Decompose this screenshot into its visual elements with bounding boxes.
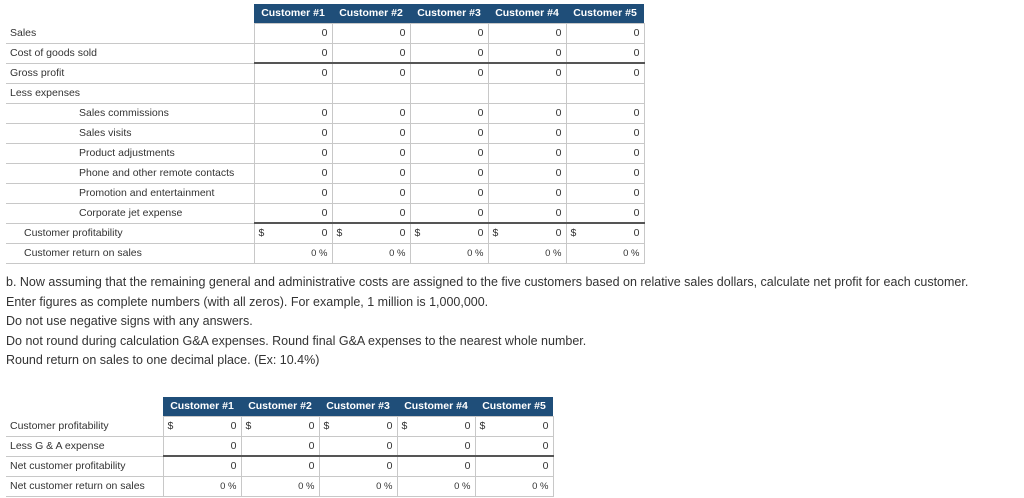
column-header: Customer #3: [319, 397, 397, 416]
row-label-less-ga-expense: Less G & A expense: [6, 436, 163, 456]
cogs-input[interactable]: 0: [566, 43, 644, 63]
ga-expense-input[interactable]: 0: [241, 436, 319, 456]
return-on-sales-input[interactable]: 0 %: [488, 243, 566, 263]
instruction-text: Round return on sales to one decimal place. (Ex: 10.4%): [6, 353, 320, 367]
instruction-text: Enter figures as complete numbers (with all zeros). For example, 1 million is 1,000,000.: [6, 294, 489, 309]
sales-commissions-input[interactable]: 0: [332, 103, 410, 123]
cogs-input[interactable]: 0: [254, 43, 332, 63]
sales-input[interactable]: 0: [254, 23, 332, 43]
table-row: [6, 183, 644, 203]
net-profitability-input[interactable]: 0: [475, 456, 553, 476]
column-header: Customer #4: [397, 397, 475, 416]
table-row: [6, 163, 644, 183]
ga-expense-input[interactable]: 0: [475, 436, 553, 456]
promotion-input[interactable]: 0: [566, 183, 644, 203]
currency-symbol: $: [414, 227, 421, 240]
row-label-return-on-sales: Customer return on sales: [6, 243, 254, 263]
column-header: Customer #4: [488, 4, 566, 23]
currency-symbol: $: [323, 420, 330, 432]
currency-symbol: $: [492, 227, 499, 240]
ga-expense-input[interactable]: 0: [319, 436, 397, 456]
table-row: [6, 43, 644, 63]
currency-symbol: $: [167, 420, 174, 432]
instruction-text: Do not round during calculation G&A expenses. Round final G&A expenses to the nearest whole number.: [6, 333, 587, 348]
row-label-corporate-jet: Corporate jet expense: [6, 203, 254, 223]
cogs-input[interactable]: 0: [488, 43, 566, 63]
product-adjustments-input[interactable]: 0: [566, 143, 644, 163]
gross-profit-input[interactable]: 0: [410, 63, 488, 83]
gross-profit-input[interactable]: 0: [566, 63, 644, 83]
sales-input[interactable]: 0: [410, 23, 488, 43]
row-label-sales-commissions: Sales commissions: [6, 103, 254, 123]
row-label-sales-visits: Sales visits: [6, 123, 254, 143]
promotion-input[interactable]: 0: [254, 183, 332, 203]
row-label-customer-profitability: Customer profitability: [6, 223, 254, 243]
table-row: [6, 476, 553, 496]
sales-input[interactable]: 0: [566, 23, 644, 43]
sales-commissions-input[interactable]: 0: [566, 103, 644, 123]
empty-cell: [566, 83, 644, 103]
customer-profitability-input[interactable]: $ 0: [566, 223, 644, 243]
currency-symbol: $: [479, 420, 486, 432]
phone-contacts-input[interactable]: 0: [254, 163, 332, 183]
row-label-net-return-on-sales: Net customer return on sales: [6, 476, 163, 496]
empty-cell: [332, 83, 410, 103]
row-label-phone-contacts: Phone and other remote contacts: [6, 163, 254, 183]
return-on-sales-input[interactable]: 0 %: [332, 243, 410, 263]
sales-input[interactable]: 0: [488, 23, 566, 43]
product-adjustments-input[interactable]: 0: [332, 143, 410, 163]
net-return-on-sales-input[interactable]: 0 %: [475, 476, 553, 496]
net-return-on-sales-input[interactable]: 0 %: [163, 476, 241, 496]
ga-expense-input[interactable]: 0: [397, 436, 475, 456]
cogs-input[interactable]: 0: [410, 43, 488, 63]
table-row: [6, 103, 644, 123]
net-return-on-sales-input[interactable]: 0 %: [319, 476, 397, 496]
currency-symbol: $: [336, 227, 343, 240]
empty-cell: [410, 83, 488, 103]
customer-profitability-table: [6, 4, 645, 264]
row-label-net-customer-profitability: Net customer profitability: [6, 456, 163, 476]
column-header: Customer #1: [163, 397, 241, 416]
table-row: [6, 83, 644, 103]
sales-commissions-input[interactable]: 0: [488, 103, 566, 123]
phone-contacts-input[interactable]: 0: [410, 163, 488, 183]
table-row: [6, 143, 644, 163]
row-label-less-expenses: Less expenses: [6, 83, 254, 103]
table-header-row: [6, 397, 553, 416]
corporate-jet-input[interactable]: 0: [332, 203, 410, 223]
row-label-customer-profitability: Customer profitability: [6, 416, 163, 436]
row-label-gross-profit: Gross profit: [6, 63, 254, 83]
row-label-sales: Sales: [6, 23, 254, 43]
corporate-jet-input[interactable]: 0: [488, 203, 566, 223]
net-profitability-input[interactable]: 0: [241, 456, 319, 476]
sales-input[interactable]: 0: [332, 23, 410, 43]
customer-profitability-input[interactable]: $ 0: [241, 416, 319, 436]
column-header: Customer #5: [475, 397, 553, 416]
net-return-on-sales-input[interactable]: 0 %: [241, 476, 319, 496]
product-adjustments-input[interactable]: 0: [488, 143, 566, 163]
product-adjustments-input[interactable]: 0: [410, 143, 488, 163]
customer-profitability-input[interactable]: $ 0: [475, 416, 553, 436]
currency-symbol: $: [245, 420, 252, 432]
instruction-text: b. Now assuming that the remaining general and administrative costs are assigned to the five customers based on relative sales dollars, calculate net profit for each customer.: [6, 275, 969, 289]
gross-profit-input[interactable]: 0: [254, 63, 332, 83]
currency-symbol: $: [401, 420, 408, 432]
table-row: [6, 223, 644, 243]
column-header: Customer #1: [254, 4, 332, 23]
corporate-jet-input[interactable]: 0: [254, 203, 332, 223]
table-row: [6, 243, 644, 263]
corporate-jet-input[interactable]: 0: [410, 203, 488, 223]
return-on-sales-input[interactable]: 0 %: [410, 243, 488, 263]
table-row: [6, 23, 644, 43]
return-on-sales-input[interactable]: 0 %: [566, 243, 644, 263]
instructions-block: [6, 273, 1021, 371]
row-label-product-adjustments: Product adjustments: [6, 143, 254, 163]
sales-commissions-input[interactable]: 0: [254, 103, 332, 123]
customer-profitability-input[interactable]: $ 0: [332, 223, 410, 243]
phone-contacts-input[interactable]: 0: [566, 163, 644, 183]
gross-profit-input[interactable]: 0: [332, 63, 410, 83]
table-row: [6, 63, 644, 83]
currency-symbol: $: [570, 227, 577, 240]
net-profitability-input[interactable]: 0: [397, 456, 475, 476]
column-header: Customer #2: [332, 4, 410, 23]
customer-profitability-input[interactable]: $ 0: [254, 223, 332, 243]
phone-contacts-input[interactable]: 0: [488, 163, 566, 183]
row-label-cogs: Cost of goods sold: [6, 43, 254, 63]
column-header: Customer #2: [241, 397, 319, 416]
instruction-text: Do not use negative signs with any answers.: [6, 314, 253, 328]
net-return-on-sales-input[interactable]: 0 %: [397, 476, 475, 496]
sales-commissions-input[interactable]: 0: [410, 103, 488, 123]
net-profit-table: [6, 397, 554, 497]
promotion-input[interactable]: 0: [410, 183, 488, 203]
table-row: [6, 456, 553, 476]
sales-visits-input[interactable]: 0: [410, 123, 488, 143]
customer-profitability-input[interactable]: $ 0: [410, 223, 488, 243]
sales-visits-input[interactable]: 0: [254, 123, 332, 143]
empty-cell: [254, 83, 332, 103]
column-header: Customer #3: [410, 4, 488, 23]
sales-visits-input[interactable]: 0: [332, 123, 410, 143]
corporate-jet-input[interactable]: 0: [566, 203, 644, 223]
cogs-input[interactable]: 0: [332, 43, 410, 63]
table-row: [6, 123, 644, 143]
table-row: [6, 416, 553, 436]
currency-symbol: $: [258, 227, 265, 240]
customer-profitability-input[interactable]: $ 0: [488, 223, 566, 243]
table-row: [6, 203, 644, 223]
column-header: Customer #5: [566, 4, 644, 23]
sales-visits-input[interactable]: 0: [566, 123, 644, 143]
customer-profitability-input[interactable]: $ 0: [163, 416, 241, 436]
promotion-input[interactable]: 0: [488, 183, 566, 203]
product-adjustments-input[interactable]: 0: [254, 143, 332, 163]
customer-profitability-input[interactable]: $ 0: [397, 416, 475, 436]
net-profitability-input[interactable]: 0: [163, 456, 241, 476]
phone-contacts-input[interactable]: 0: [332, 163, 410, 183]
row-label-promotion: Promotion and entertainment: [6, 183, 254, 203]
return-on-sales-input[interactable]: 0 %: [254, 243, 332, 263]
net-profitability-input[interactable]: 0: [319, 456, 397, 476]
customer-profitability-input[interactable]: $ 0: [319, 416, 397, 436]
table-header-row: [6, 4, 644, 23]
empty-cell: [488, 83, 566, 103]
table-row: [6, 436, 553, 456]
gross-profit-input[interactable]: 0: [488, 63, 566, 83]
sales-visits-input[interactable]: 0: [488, 123, 566, 143]
promotion-input[interactable]: 0: [332, 183, 410, 203]
ga-expense-input[interactable]: 0: [163, 436, 241, 456]
